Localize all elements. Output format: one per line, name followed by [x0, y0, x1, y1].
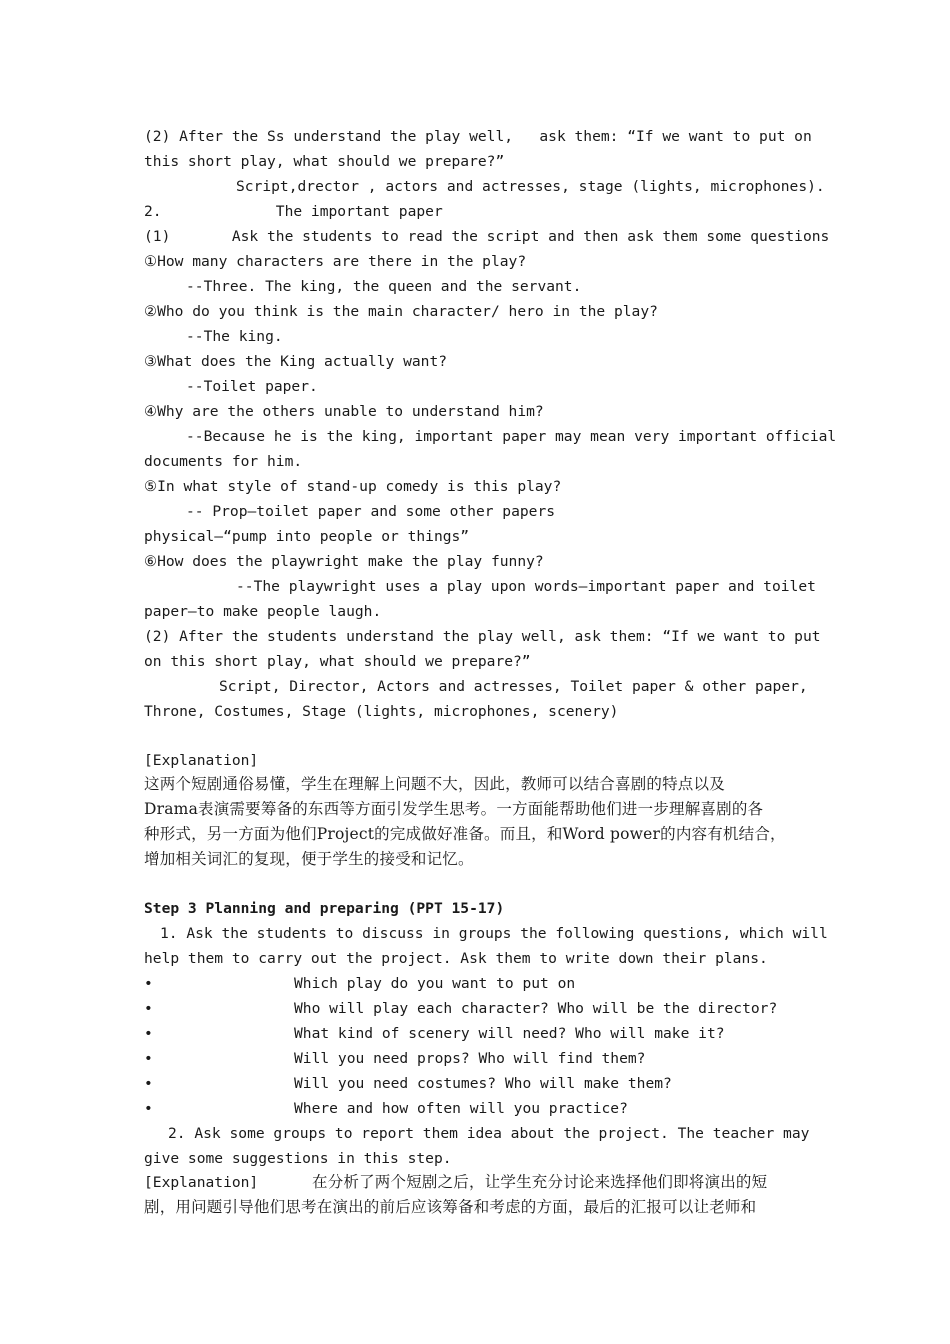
bullet-item: Will you need props? Who will find them?	[294, 1050, 646, 1067]
explanation-text: 增加相关词汇的复现，便于学生的接受和记忆。	[144, 850, 474, 868]
bullet-glyph: •	[144, 1100, 153, 1117]
answer-item: --Because he is the king, important paper may mean very important official	[186, 428, 837, 445]
explanation-heading: [Explanation]	[144, 1174, 259, 1191]
bullet-glyph: •	[144, 1050, 153, 1067]
text-line: (2) After the students understand the play well, ask them: “If we want to put	[144, 628, 821, 645]
question-item: ④Why are the others unable to understand him?	[144, 403, 544, 420]
bullet-glyph: •	[144, 1025, 153, 1042]
answer-item: --The king.	[186, 328, 283, 345]
explanation-text: Drama表演需要筹备的东西等方面引发学生思考。一方面能帮助他们进一步理解喜剧的各	[144, 800, 764, 818]
question-item: ⑤In what style of stand-up comedy is this play?	[144, 478, 562, 495]
text-line: documents for him.	[144, 453, 303, 470]
text-line: Script, Director, Actors and actresses, Toilet paper & other paper,	[219, 678, 808, 695]
text-line: 1. Ask the students to discuss in groups the following questions, which will	[160, 925, 828, 942]
text-line: physical—“pump into people or things”	[144, 528, 470, 545]
question-item: ②Who do you think is the main character/ hero in the play?	[144, 303, 658, 320]
text-line: Script,drector , actors and actresses, stage (lights, microphones).	[236, 178, 825, 195]
text-line: help them to carry out the project. Ask them to write down their plans.	[144, 950, 768, 967]
bullet-glyph: •	[144, 1000, 153, 1017]
text-line: paper—to make people laugh.	[144, 603, 382, 620]
answer-item: --The playwright uses a play upon words—important paper and toilet	[236, 578, 816, 595]
step-heading: Step 3 Planning and preparing (PPT 15-17)	[144, 900, 505, 917]
explanation-text: 在分析了两个短剧之后，让学生充分讨论来选择他们即将演出的短	[312, 1173, 768, 1191]
explanation-text: 剧，用问题引导他们思考在演出的前后应该筹备和考虑的方面，最后的汇报可以让老师和	[144, 1198, 757, 1216]
text-line: (2) After the Ss understand the play well, ask them: “If we want to put on	[144, 128, 812, 145]
explanation-heading: [Explanation]	[144, 752, 259, 769]
answer-item: --Three. The king, the queen and the servant.	[186, 278, 582, 295]
answer-item: --Toilet paper.	[186, 378, 318, 395]
bullet-item: Will you need costumes? Who will make them?	[294, 1075, 672, 1092]
bullet-item: Which play do you want to put on	[294, 975, 576, 992]
text-line: 2. Ask some groups to report them idea about the project. The teacher may	[168, 1125, 810, 1142]
text-line: Throne, Costumes, Stage (lights, microphones, scenery)	[144, 703, 619, 720]
question-item: ⑥How does the playwright make the play funny?	[144, 553, 544, 570]
text-line: (1) Ask the students to read the script and then ask them some questions	[144, 228, 830, 245]
explanation-text: 种形式，另一方面为他们Project的完成做好准备。而且，和Word power的内容有机结合，	[144, 825, 786, 843]
text-line: 2. The important paper	[144, 203, 443, 220]
explanation-text: 这两个短剧通俗易懂，学生在理解上问题不大，因此，教师可以结合喜剧的特点以及	[144, 775, 725, 793]
text-line: give some suggestions in this step.	[144, 1150, 452, 1167]
text-line: this short play, what should we prepare?”	[144, 153, 505, 170]
bullet-item: Who will play each character? Who will be the director?	[294, 1000, 778, 1017]
text-line: on this short play, what should we prepare?”	[144, 653, 531, 670]
bullet-glyph: •	[144, 1075, 153, 1092]
bullet-glyph: •	[144, 975, 153, 992]
bullet-item: Where and how often will you practice?	[294, 1100, 628, 1117]
answer-item: -- Prop—toilet paper and some other papers	[186, 503, 556, 520]
bullet-item: What kind of scenery will need? Who will make it?	[294, 1025, 725, 1042]
question-item: ①How many characters are there in the play?	[144, 253, 527, 270]
question-item: ③What does the King actually want?	[144, 353, 448, 370]
